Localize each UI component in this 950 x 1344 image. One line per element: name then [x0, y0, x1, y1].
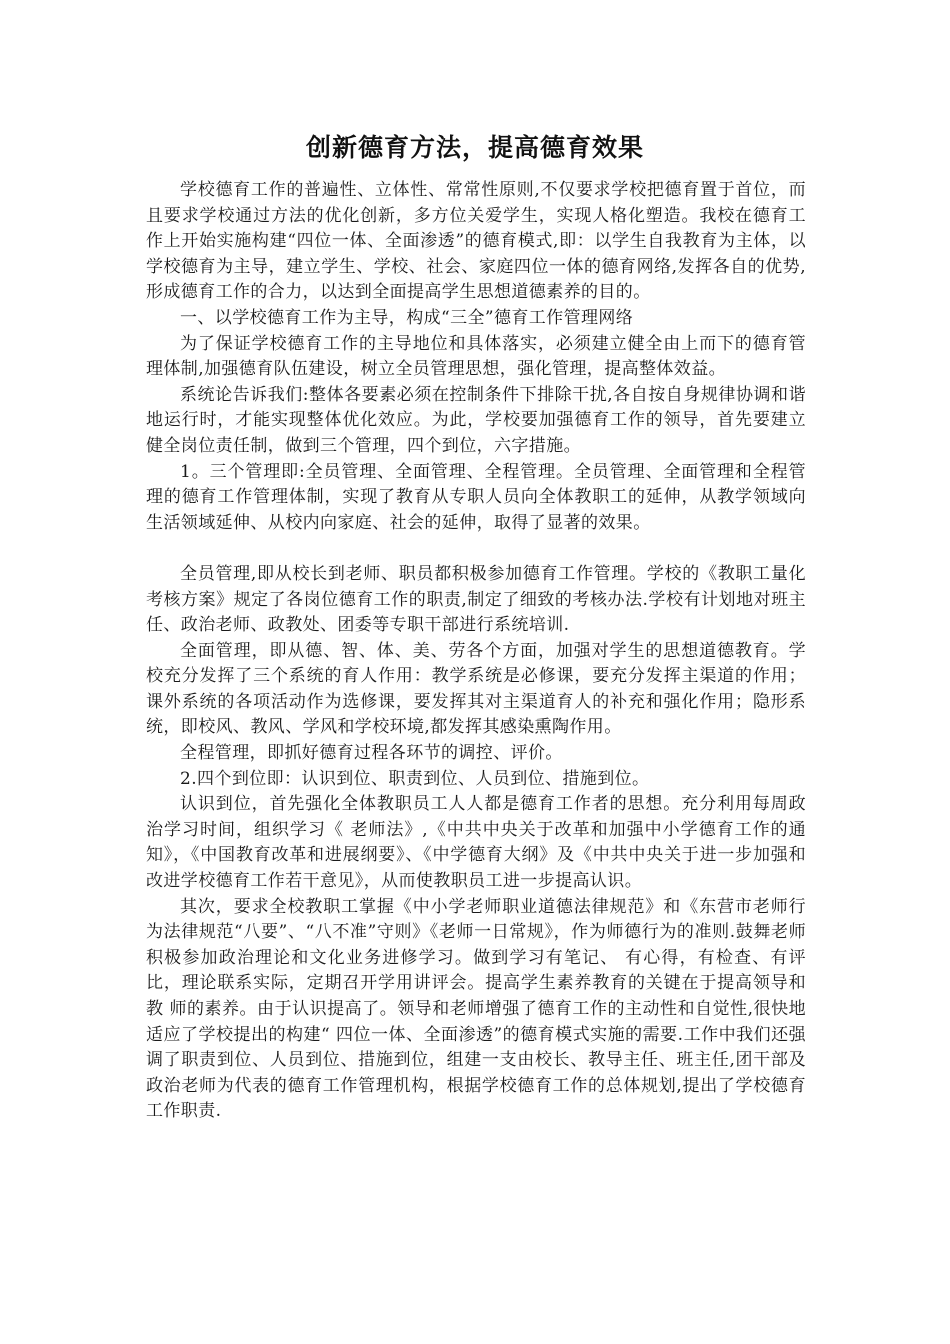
paragraph-management-system: 为了保证学校德育工作的主导地位和具体落实，必须建立健全由上而下的德育管理体制,加强德育队伍建设，树立全员管理思想，强化管理，提高整体效益。: [146, 333, 806, 380]
paragraph-secondly: 其次，要求全校教职工掌握《中小学老师职业道德法律规范》和《东营市老师行为法律规范“八要”、“八不准”守则》《老师一日常规》，作为师德行为的准则.鼓舞老师积极参加政治理论和文化业务进修学习。做到学习有笔记、 有心得，有检查、有评比，理论联系实际，定期召开学用讲评会。提高学生素养教育的关键在于提高领导和教 师的素养。由于认识提高了。领导和老师增强了德育工作的主动性和自觉性,很快地适应了学校提出的构建“ 四位一体、全面渗透”的德育模式实施的需要.工作中我们还强调了职责到位、人员到位、措施到位，组建一支由校长、教导主任、班主任,团干部及政治老师为代表的德育工作管理机构，根据学校德育工作的总体规划,提出了学校德育工作职责.: [146, 896, 806, 1122]
paragraph-intro: 学校德育工作的普遍性、立体性、常常性原则,不仅要求学校把德育置于首位，而且要求学校通过方法的优化创新，多方位关爱学生，实现人格化塑造。我校在德育工作上开始实施构建“四位一体、全面渗透”的德育模式,即：以学生自我教育为主体，以学校德育为主导，建立学生、学校、社会、家庭四位一体的德育网络,发挥各自的优势,形成德育工作的合力，以达到全面提高学生思想道德素养的目的。: [146, 180, 806, 303]
paragraph-four-in-place: 2.四个到位即：认识到位、职责到位、人员到位、措施到位。: [180, 768, 650, 789]
blank-line: [146, 536, 806, 562]
paragraph-whole-process-management: 全程管理，即抓好德育过程各环节的调控、评价。: [180, 743, 563, 764]
paragraph-system-theory: 系统论告诉我们:整体各要素必须在控制条件下排除干扰,各自按自身规律协调和谐地运行时，才能实现整体优化效应。为此，学校要加强德育工作的领导，首先要建立健全岗位责任制，做到三个管理，四个到位，六字措施。: [146, 384, 806, 456]
paragraph-awareness: 认识到位，首先强化全体教职员工人人都是德育工作者的思想。充分利用每周政治学习时间，组织学习《 老师法》,《中共中央关于改革和加强中小学德育工作的通知》，《中国教育改革和进展纲要》、《中学德育大纲》及《中共中央关于进一步加强和改进学校德育工作若干意见》，从而使教职员工进一步提高认识。: [146, 794, 806, 892]
document-body: [146, 178, 806, 1125]
section-heading-one: 一、以学校德育工作为主导，构成“三全”德育工作管理网络: [180, 307, 634, 328]
document-title: 创新德育方法，提高德育效果: [305, 133, 644, 162]
paragraph-three-managements: 1。三个管理即:全员管理、全面管理、全程管理。全员管理、全面管理和全程管理的德育工作管理体制，实现了教育从专职人员向全体教职工的延伸，从教学领域向生活领域延伸、从校内向家庭、社会的延伸，取得了显著的效果。: [146, 461, 806, 533]
paragraph-all-staff-management: 全员管理,即从校长到老师、职员都积极参加德育工作管理。学校的《教职工量化考核方案》规定了各岗位德育工作的职责,制定了细致的考核办法.学校有计划地对班主任、政治老师、政教处、团委等专职干部进行系统培训.: [146, 563, 806, 636]
paragraph-all-round-management: 全面管理，即从德、智、体、美、劳各个方面，加强对学生的思想道德教育。学校充分发挥了三个系统的育人作用：教学系统是必修课，要充分发挥主渠道的作用；课外系统的各项活动作为选修课，要发挥其对主渠道育人的补充和强化作用；隐形系统，即校风、教风、学风和学校环境,都发挥其感染熏陶作用。: [146, 640, 806, 738]
